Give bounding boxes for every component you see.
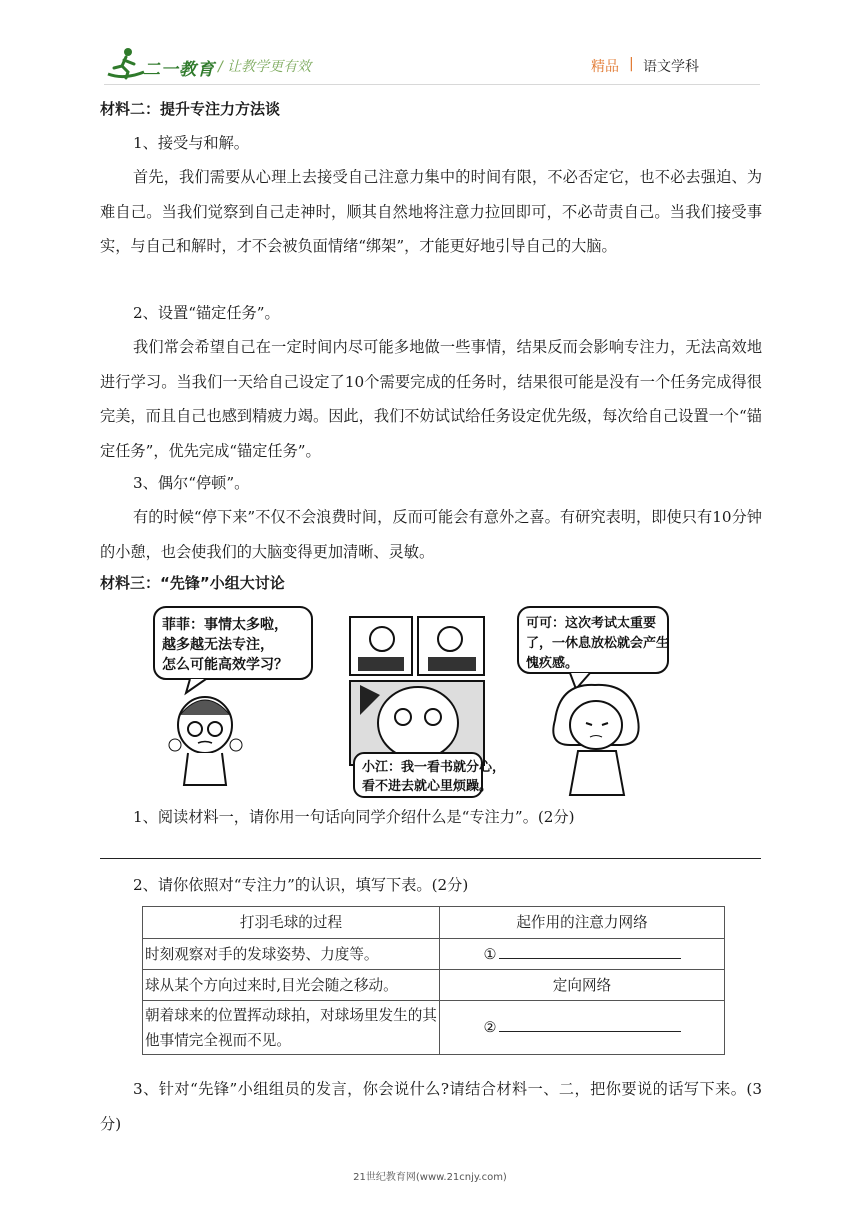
section2-title: 2、设置“锚定任务”。 bbox=[133, 304, 280, 322]
feifei-line-3: 怎么可能高效学习？ bbox=[162, 657, 288, 673]
keke-line-1: 可可：这次考试太重要 bbox=[526, 616, 657, 631]
xiaojiang-line-2: 看不进去就心里烦躁。 bbox=[362, 779, 493, 794]
xiaojiang-line-1: 小江：我一看书就分心， bbox=[362, 760, 506, 775]
keke-line-2: 了，一休息放松就会产生 bbox=[526, 636, 670, 651]
table-row bbox=[143, 939, 725, 970]
attention-network-table bbox=[142, 906, 725, 1055]
table-row bbox=[143, 1001, 725, 1055]
feifei-figure-icon bbox=[169, 697, 242, 785]
footer-source: 21世纪教育网(www.21cnjy.com) bbox=[353, 1172, 507, 1183]
question-1: 1、阅读材料一，请你用一句话向同学介绍什么是“专注力”。(2分) bbox=[133, 808, 575, 826]
table-header-process: 打羽毛球的过程 bbox=[143, 907, 440, 939]
section1-title: 1、接受与和解。 bbox=[133, 134, 249, 152]
section2-body: 我们常会希望自己在一定时间内尽可能多地做一些事情，结果反而会影响专注力，无法高效地进行学习。当我们一天给自己设定了10个需要完成的任务时，结果很可能是没有一个任务完成得很完美，而且自己也感到精疲力竭。因此，我们不妨试试给任务设定优先级，每次给自己设置一个“锚定任务”，优先完成“锚定任务”。 bbox=[100, 338, 762, 460]
table-cell-process: 时刻观察对手的发球姿势、力度等。 bbox=[143, 939, 440, 970]
table-cell-process: 球从某个方向过来时,目光会随之移动。 bbox=[143, 970, 440, 1001]
material3-title: 材料三：“先锋”小组大讨论 bbox=[100, 574, 285, 592]
brand-name: 二一教育 bbox=[143, 60, 215, 80]
keke-figure-icon bbox=[553, 685, 638, 795]
table-cell-network[interactable] bbox=[440, 939, 725, 970]
keke-line-3: 愧疚感。 bbox=[526, 656, 579, 671]
feifei-line-2: 越多越无法专注， bbox=[162, 637, 274, 653]
table-cell-network: 定向网络 bbox=[440, 970, 725, 1001]
cartoon-illustration bbox=[150, 605, 670, 800]
question-2: 2、请你依照对“专注力”的认识，填写下表。(2分) bbox=[133, 876, 469, 894]
table-row bbox=[143, 970, 725, 1001]
table-header-network: 起作用的注意力网络 bbox=[440, 907, 725, 939]
subject-label: 语文学科 bbox=[643, 59, 699, 75]
answer-blank-2[interactable] bbox=[499, 1015, 681, 1032]
header-divider bbox=[104, 84, 760, 85]
table-cell-network[interactable] bbox=[440, 1001, 725, 1055]
header-separator: | bbox=[629, 56, 634, 72]
slogan: / 让教学更有效 bbox=[218, 59, 312, 75]
question-3: 3、针对“先锋”小组组员的发言，你会说什么?请结合材料一、二，把你要说的话写下来。(3分) bbox=[100, 1080, 762, 1133]
table-header-row bbox=[143, 907, 725, 939]
table-cell-process: 朝着球来的位置挥动球拍，对球场里发生的其他事情完全视而不见。 bbox=[143, 1001, 440, 1055]
answer-blank-1[interactable] bbox=[499, 942, 681, 959]
section3-body: 有的时候“停下来”不仅不会浪费时间，反而可能会有意外之喜。有研究表明，即使只有10分钟的小憩，也会使我们的大脑变得更加清晰、灵敏。 bbox=[100, 508, 762, 561]
feifei-line-1: 菲菲：事情太多啦， bbox=[162, 617, 288, 633]
blank-marker: ① bbox=[483, 945, 497, 963]
section3-title: 3、偶尔“停顿”。 bbox=[133, 474, 250, 492]
quality-label: 精品 bbox=[591, 59, 619, 75]
answer-line-q1[interactable] bbox=[100, 858, 761, 859]
blank-marker: ② bbox=[483, 1019, 497, 1036]
material2-title: 材料二：提升专注力方法谈 bbox=[100, 100, 281, 118]
section1-body: 首先，我们需要从心理上去接受自己注意力集中的时间有限，不必否定它，也不必去强迫、为难自己。当我们觉察到自己走神时，顺其自然地将注意力拉回即可，不必苛责自己。当我们接受事实，与自己和解时，才不会被负面情绪“绑架”，才能更好地引导自己的大脑。 bbox=[100, 168, 762, 255]
xiaojiang-panels-icon bbox=[350, 617, 484, 765]
